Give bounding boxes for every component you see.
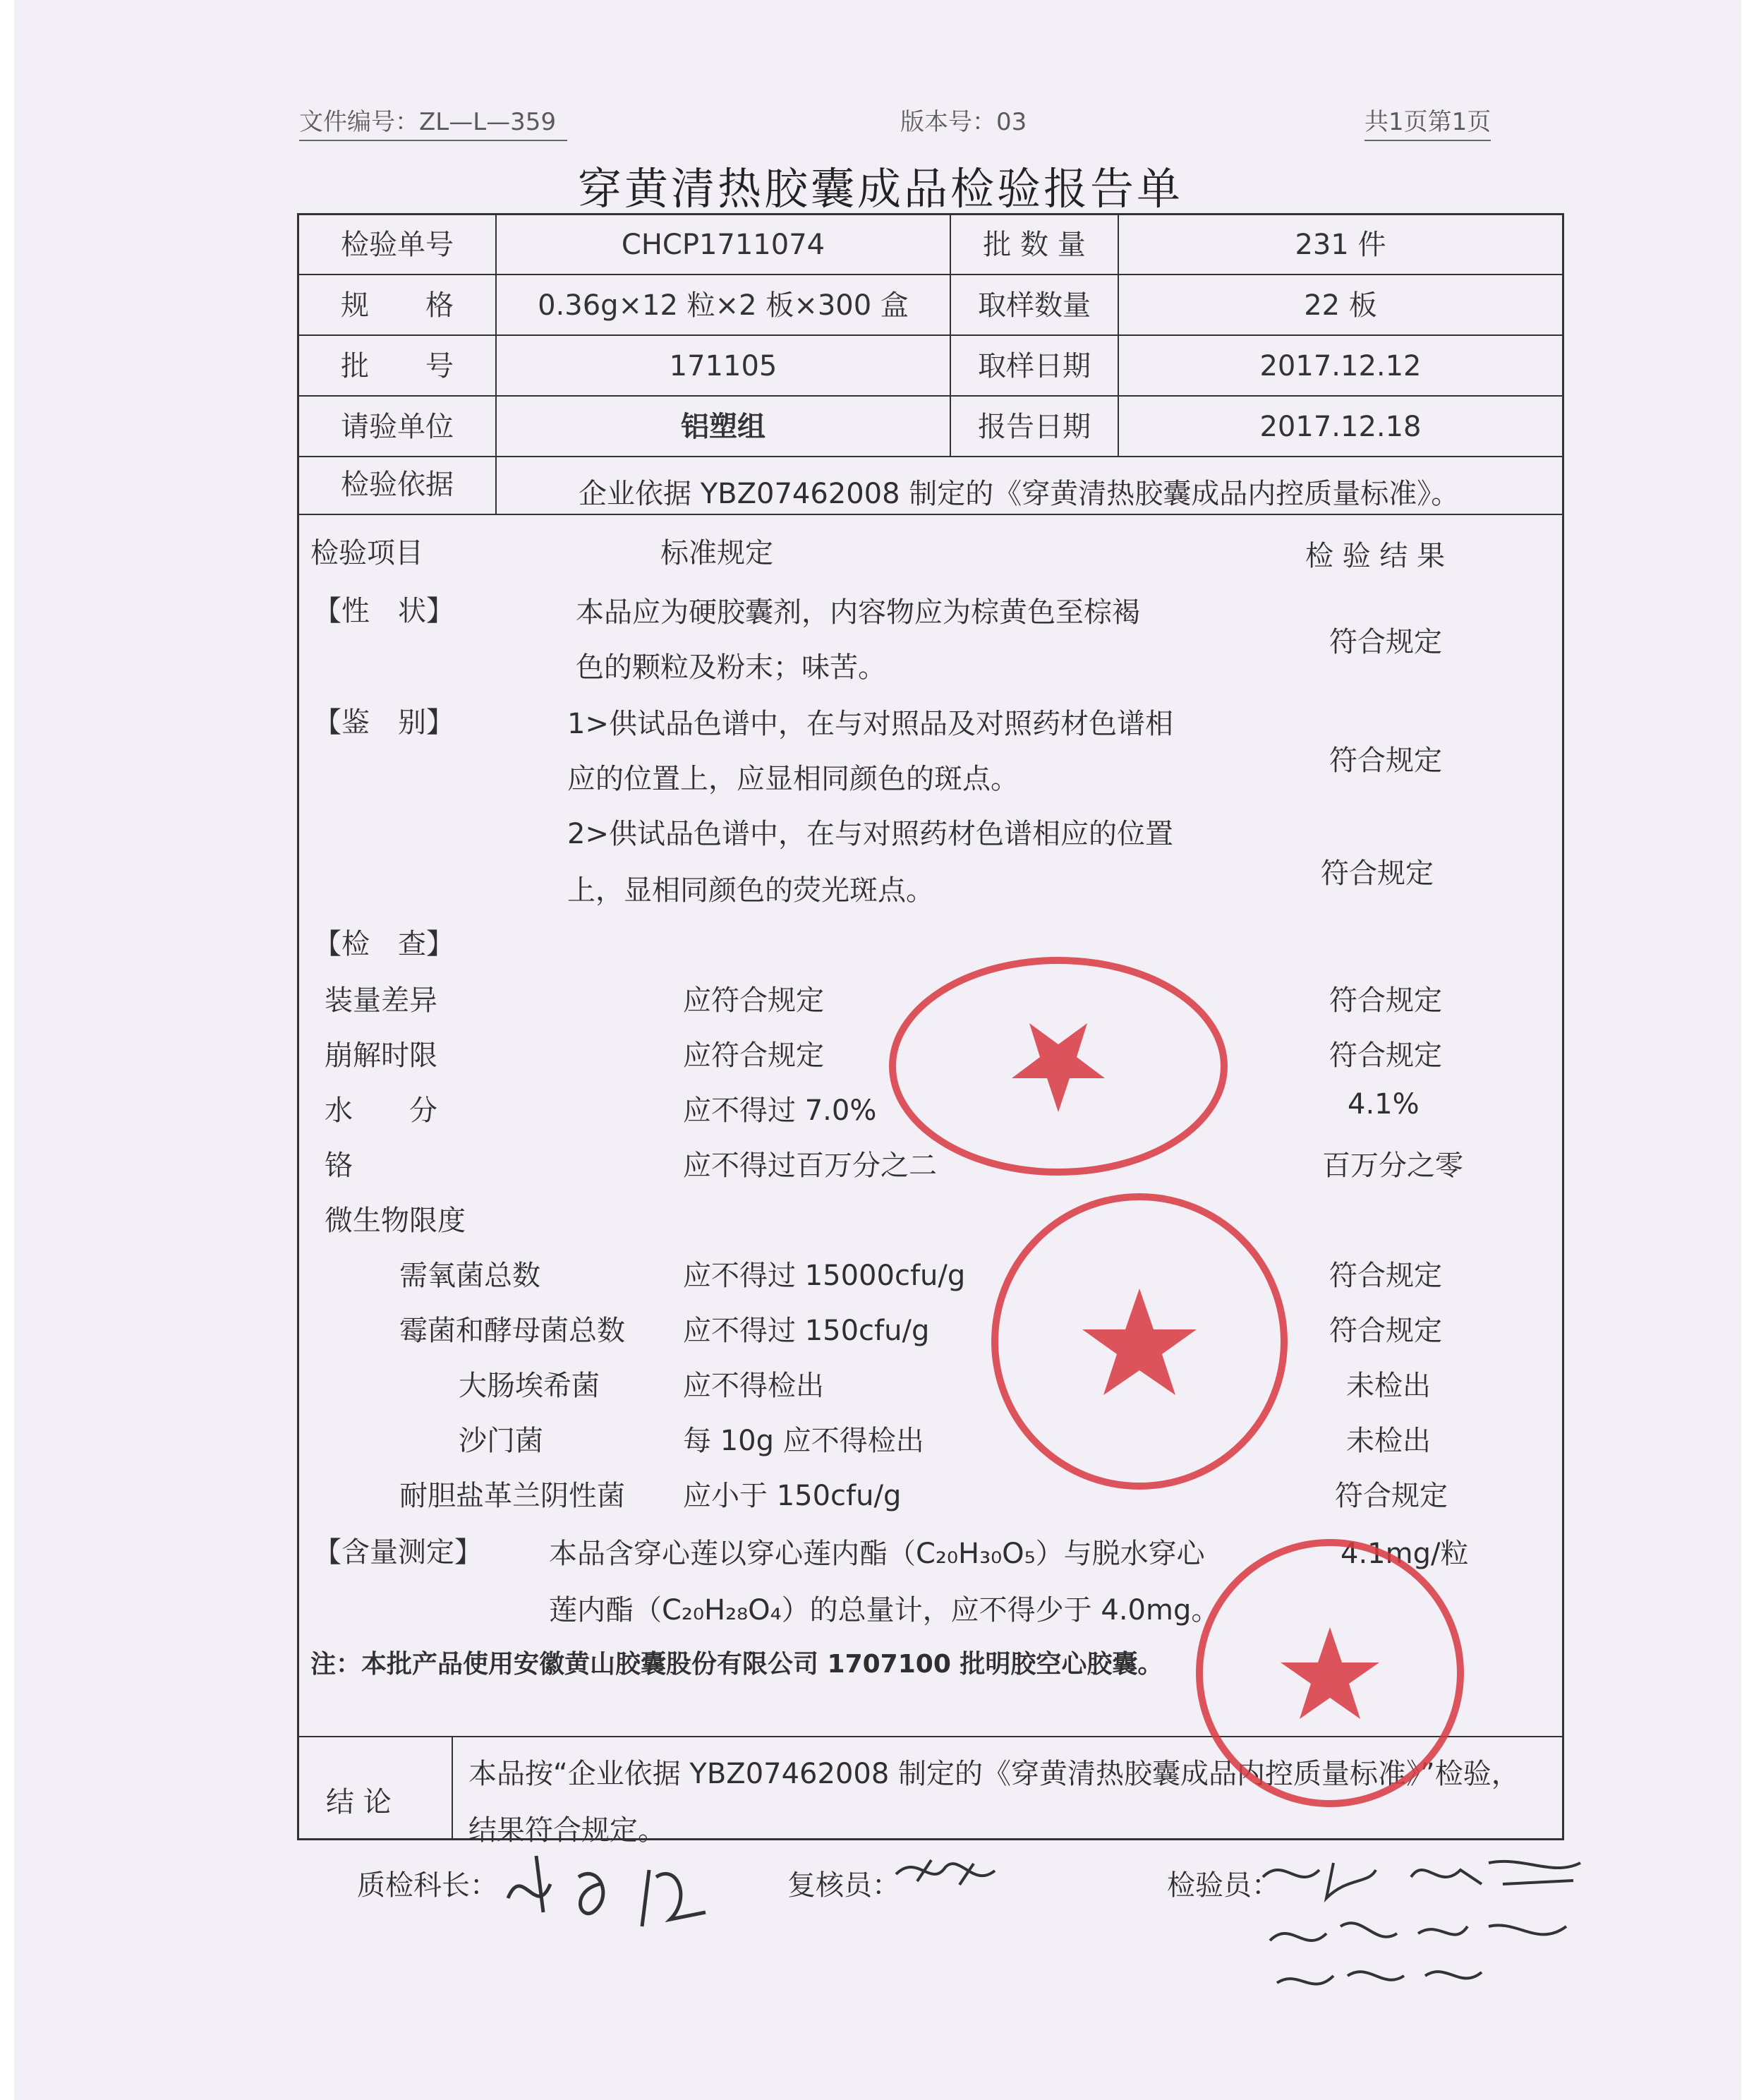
check-item: 需氧菌总数 <box>399 1260 540 1292</box>
value-batch-qty: 231 件 <box>1295 229 1386 261</box>
col-result: 检 验 结 果 <box>1305 540 1446 572</box>
value-lot-no: 171105 <box>669 350 777 382</box>
check-result: 符合规定 <box>1329 1315 1442 1347</box>
check-item: 微生物限度 <box>325 1205 466 1237</box>
section-appearance: 【性 状】 <box>313 595 454 627</box>
assay-line2: 莲内酯（C₂₀H₂₈O₄）的总量计，应不得少于 4.0mg。 <box>549 1594 1220 1627</box>
stamp-inspection <box>1185 1528 1475 1818</box>
check-item: 崩解时限 <box>325 1039 437 1072</box>
label-sample-qty: 取样数量 <box>978 289 1091 322</box>
check-result: 未检出 <box>1346 1425 1431 1457</box>
check-standard: 应不得过 7.0% <box>683 1094 877 1127</box>
section-check: 【检 查】 <box>313 928 454 960</box>
check-standard: 应不得过 15000cfu/g <box>683 1260 966 1292</box>
assay-line1: 本品含穿心莲以穿心莲内酯（C₂₀H₃₀O₅）与脱水穿心 <box>549 1538 1205 1570</box>
label-spec: 规 格 <box>341 289 454 322</box>
check-result: 未检出 <box>1346 1370 1431 1402</box>
ident-a-line2: 应的位置上，应显相同颜色的斑点。 <box>567 763 1019 795</box>
check-standard: 应符合规定 <box>683 984 824 1017</box>
label-batch-qty: 批 数 量 <box>983 229 1086 261</box>
stamp-quality-management <box>875 943 1242 1190</box>
ident-b-result: 符合规定 <box>1321 857 1434 890</box>
grid-line <box>297 514 1564 515</box>
col-item: 检验项目 <box>310 537 423 569</box>
version-number: 版本号：03 <box>900 108 1027 136</box>
check-result: 4.1% <box>1348 1088 1420 1121</box>
check-result: 符合规定 <box>1329 984 1442 1017</box>
label-report-date: 报告日期 <box>978 411 1091 443</box>
reviewer-label: 复核员： <box>787 1869 900 1902</box>
section-assay: 【含量测定】 <box>313 1536 483 1569</box>
ident-a-result: 符合规定 <box>1329 744 1442 777</box>
check-item: 大肠埃希菌 <box>459 1370 600 1402</box>
conclusion-line1: 本品按“企业依据 YBZ07462008 制定的《穿黄清热胶囊成品内控质量标准》”检验， <box>468 1758 1520 1790</box>
note: 注：本批产品使用安徽黄山胶囊股份有限公司 1707100 批明胶空心胶囊。 <box>310 1650 1163 1679</box>
ident-a-line1: 1>供试品色谱中，在与对照品及对照药材色谱相 <box>567 708 1173 740</box>
value-sample-qty: 22 板 <box>1304 289 1377 322</box>
label-requester: 请验单位 <box>341 411 454 443</box>
inspector-label: 检验员： <box>1167 1869 1280 1902</box>
check-result: 百万分之零 <box>1322 1149 1463 1182</box>
chief-label: 质检科长： <box>357 1869 498 1902</box>
label-lot-no: 批 号 <box>341 350 454 382</box>
check-standard: 应不得检出 <box>683 1370 824 1402</box>
check-standard: 应不得过 150cfu/g <box>683 1315 930 1347</box>
appearance-std-line2: 色的颗粒及粉末；味苦。 <box>576 651 886 684</box>
check-standard: 应小于 150cfu/g <box>683 1480 902 1512</box>
ident-b-line1: 2>供试品色谱中，在与对照药材色谱相应的位置 <box>567 818 1173 850</box>
check-item: 铬 <box>325 1149 353 1182</box>
appearance-std-line1: 本品应为硬胶囊剂，内容物应为棕黄色至棕褐 <box>576 596 1140 629</box>
check-result: 符合规定 <box>1335 1480 1448 1512</box>
appearance-result: 符合规定 <box>1329 626 1442 658</box>
file-number: 文件编号：ZL—L—359 <box>299 102 567 141</box>
conclusion-line2: 结果符合规定。 <box>468 1814 666 1847</box>
section-identification: 【鉴 别】 <box>313 706 454 739</box>
value-inspection-no: CHCP1711074 <box>621 229 825 261</box>
page-number: 共1页第1页 <box>1364 102 1491 141</box>
label-inspection-no: 检验单号 <box>341 229 454 261</box>
check-item: 沙门菌 <box>459 1425 543 1457</box>
check-standard: 应符合规定 <box>683 1039 824 1072</box>
conclusion-label: 结 论 <box>326 1786 392 1818</box>
reviewer-signature <box>889 1846 1016 1902</box>
inspector-signatures <box>1256 1842 1623 2004</box>
value-sample-date: 2017.12.12 <box>1259 350 1422 382</box>
stamp-quality-inspection <box>981 1183 1298 1500</box>
check-result: 符合规定 <box>1329 1039 1442 1072</box>
chief-signature <box>494 1835 748 1941</box>
check-item: 霉菌和酵母菌总数 <box>399 1315 625 1347</box>
col-standard: 标准规定 <box>660 537 773 569</box>
value-requester: 铝塑组 <box>681 411 765 443</box>
label-sample-date: 取样日期 <box>978 350 1091 382</box>
grid-line <box>452 1736 453 1840</box>
check-item: 水 分 <box>325 1094 437 1127</box>
check-result: 符合规定 <box>1329 1260 1442 1292</box>
value-basis: 企业依据 YBZ07462008 制定的《穿黄清热胶囊成品内控质量标准》。 <box>579 478 1460 510</box>
assay-result: 4.1mg/粒 <box>1341 1538 1469 1570</box>
value-report-date: 2017.12.18 <box>1259 411 1422 443</box>
ident-b-line2: 上，显相同颜色的荧光斑点。 <box>567 874 934 907</box>
check-item: 耐胆盐革兰阴性菌 <box>399 1480 625 1512</box>
value-spec: 0.36g×12 粒×2 板×300 盒 <box>538 289 909 322</box>
check-standard: 每 10g 应不得检出 <box>683 1425 924 1457</box>
label-basis: 检验依据 <box>341 469 454 501</box>
report-title: 穿黄清热胶囊成品检验报告单 <box>577 163 1183 215</box>
check-standard: 应不得过百万分之二 <box>683 1149 937 1182</box>
check-item: 装量差异 <box>325 984 437 1017</box>
